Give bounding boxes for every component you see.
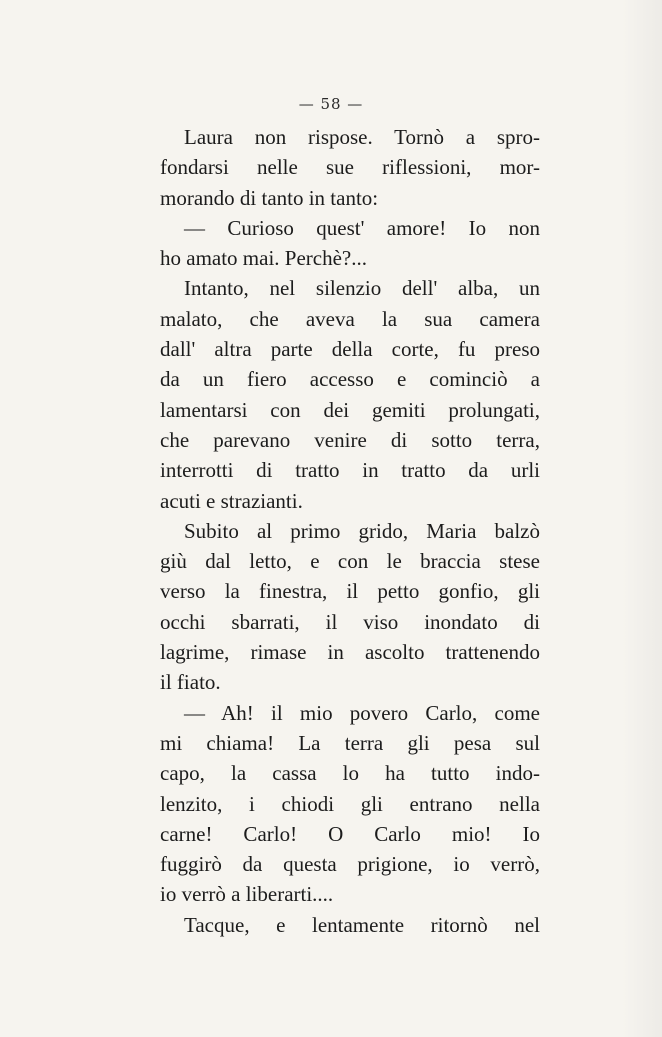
text-line: Intanto, nel silenzio dell' alba, un [184, 276, 540, 301]
text-line: ho amato mai. Perchè?... [160, 246, 368, 271]
text-line: da un fiero accesso e cominciò a [160, 367, 540, 392]
text-line: dall' altra parte della corte, fu preso [160, 337, 540, 362]
text-line: — Curioso quest' amore! Io non [184, 215, 540, 240]
text-line: Subito al primo grido, Maria balzò [184, 518, 540, 543]
text-line: lagrime, rimase in ascolto trattenendo [160, 640, 540, 665]
text-line: morando di tanto in tanto: [160, 185, 379, 210]
text-line: verso la finestra, il petto gonfio, gli [160, 579, 540, 604]
text-line: fuggirò da questa prigione, io verrò, [160, 852, 540, 877]
text-line: Laura non rispose. Tornò a spro- [184, 125, 540, 149]
text-line: capo, la cassa lo ha tutto indo- [160, 761, 540, 786]
text-line: io verrò a liberarti.... [160, 882, 334, 907]
text-line: lamentarsi con dei gemiti prolungati, [160, 397, 540, 422]
text-line: lenzito, i chiodi gli entrano nella [160, 791, 540, 816]
text-line: occhi sbarrati, il viso inondato di [160, 609, 540, 634]
text-line: interrotti di tratto in tratto da urli [160, 458, 540, 483]
text-line: acuti e strazianti. [160, 488, 303, 513]
text-line: mi chiama! La terra gli pesa sul [160, 730, 540, 755]
text-line: — Ah! il mio povero Carlo, come [184, 700, 540, 725]
text-line: fondarsi nelle sue riflessioni, mor- [160, 155, 540, 180]
text-line: Tacque, e lentamente ritornò nel [184, 912, 540, 937]
text-line: giù dal letto, e con le braccia stese [160, 549, 540, 574]
text-line: carne! Carlo! O Carlo mio! Io [160, 821, 540, 846]
text-line: che parevano venire di sotto terra, [160, 427, 540, 452]
text-line: il fiato. [160, 670, 221, 695]
text-line: malato, che aveva la sua camera [160, 306, 540, 331]
page-number: — 58 — [298, 95, 364, 113]
body-text [160, 122, 540, 940]
page-edge-shadow [622, 0, 662, 1037]
